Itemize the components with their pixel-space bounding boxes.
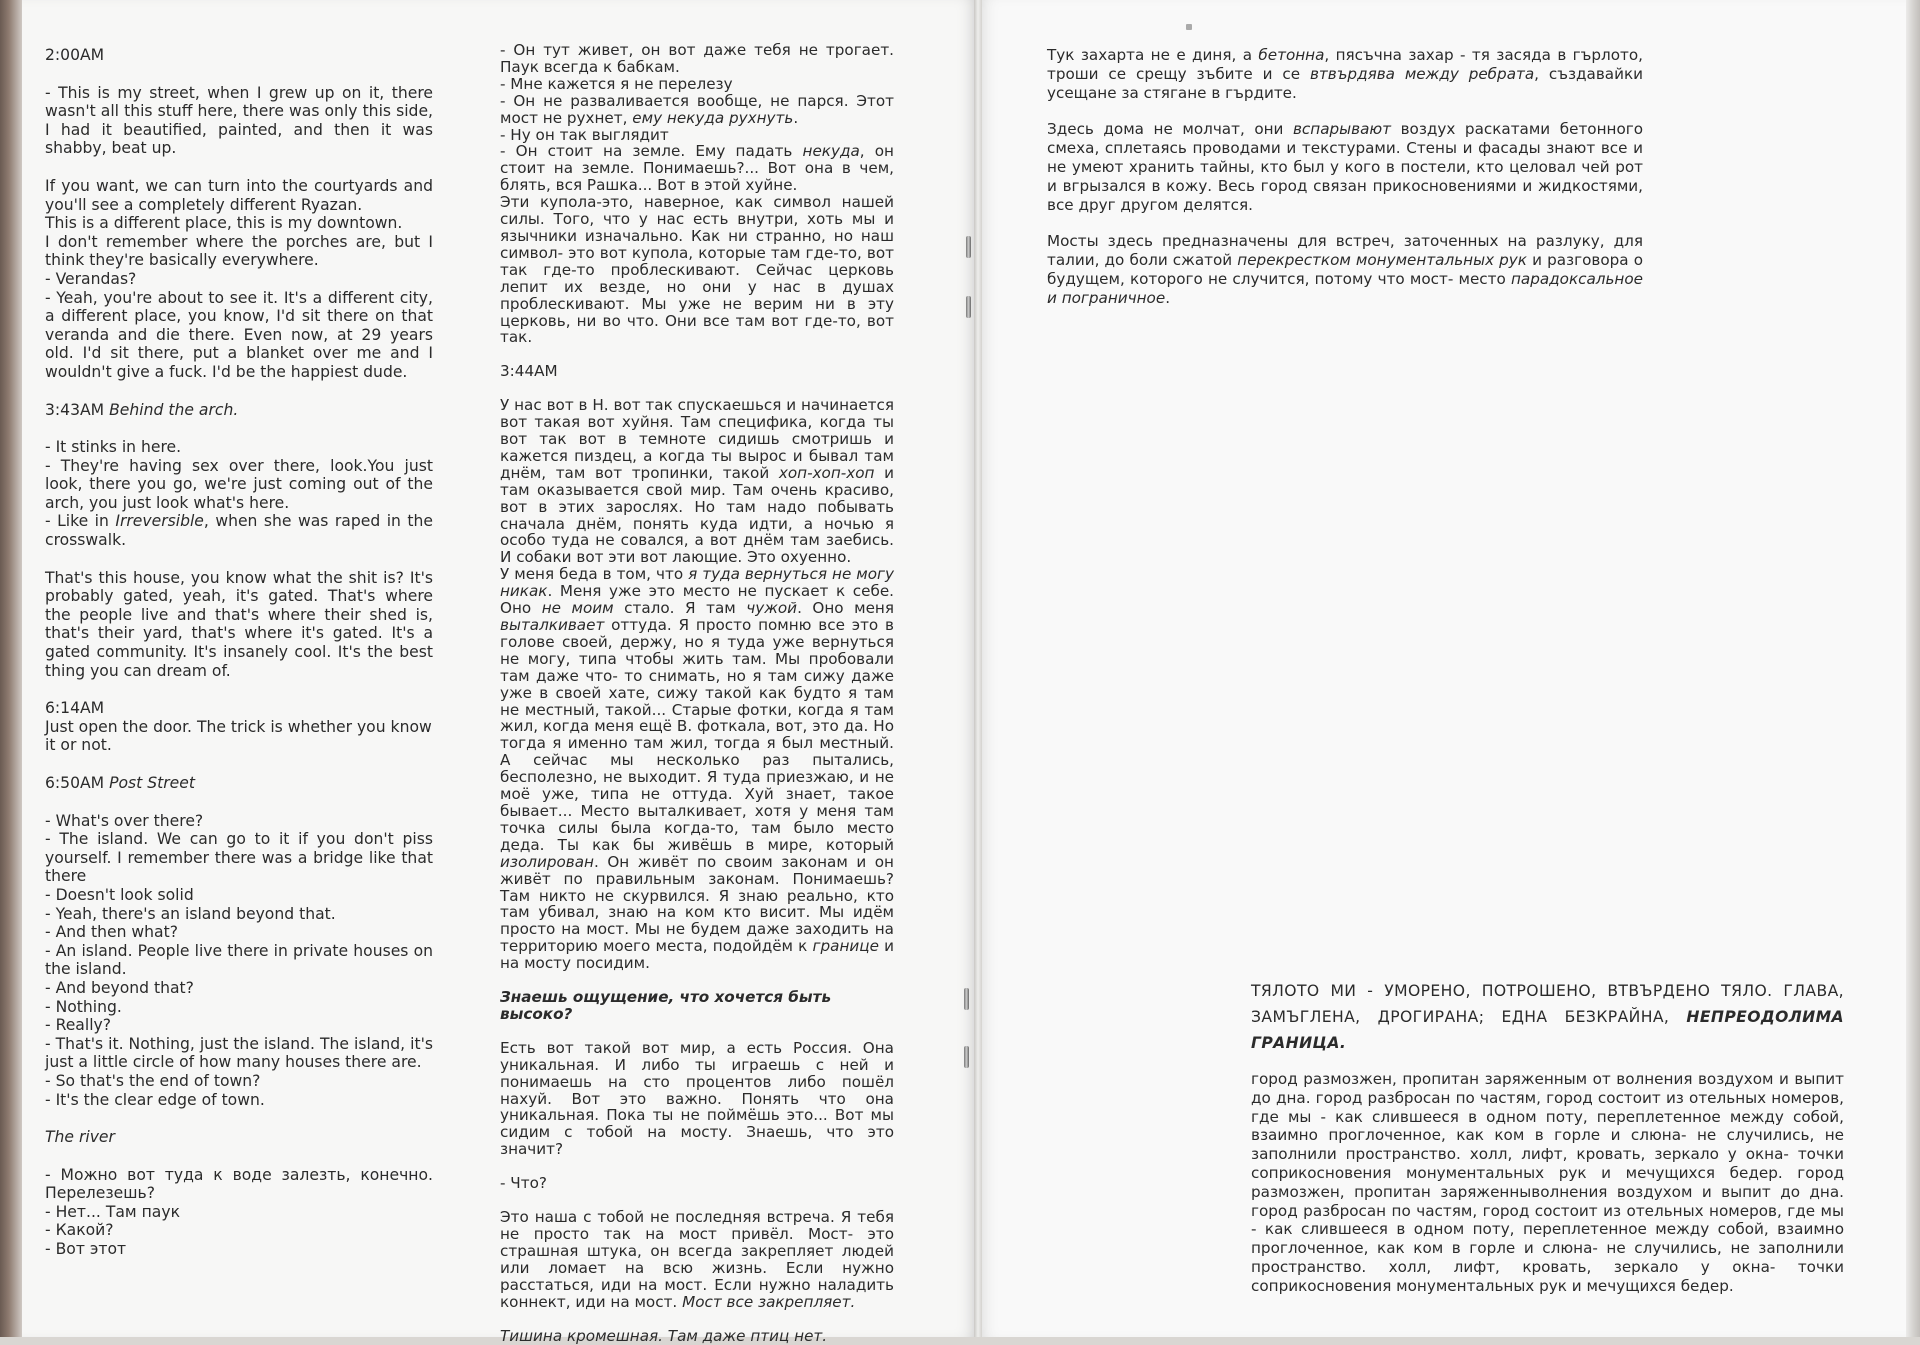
emphasis: втвърдява между ребрата bbox=[1309, 64, 1535, 83]
paragraph: If you want, we can turn into the courtyards and you'll see a completely different Ryazan. bbox=[45, 176, 433, 214]
paragraph bbox=[1047, 232, 1643, 307]
text-run: - Like in bbox=[45, 512, 116, 531]
timestamp-heading bbox=[45, 774, 433, 793]
dialogue-line bbox=[500, 93, 894, 127]
text-run: ТЯЛОТО МИ - УМОРЕНО, ПОТРОШЕНО, ВТВЪРДЕНО ТЯЛО. ГЛАВА, ЗАМЪГЛЕНА, ДРОГИРАНА; ЕДНА БЕЗКРАЙНА, bbox=[1251, 982, 1844, 1026]
text-run: . Он живёт по своим законам и он живёт по правильным законам. Понимаешь? Там никто не скурвился. Я знаю реально, кто там убивал, знаю на ком кто висит. Мы идём просто на мост. Мы не будем даже заходить на территорию моего места, подойдём к bbox=[500, 852, 894, 956]
book-edge-left bbox=[0, 0, 22, 1337]
paragraph: - This is my street, when I grew up on it, there wasn't all this stuff here, there was only this side, I had it beautified, painted, and then it was shabby, beat up. bbox=[45, 83, 433, 158]
book-edge-right bbox=[1906, 0, 1920, 1337]
text-run: Здесь дома не молчат, они bbox=[1047, 120, 1293, 139]
emphasis: ему некуда рухнуть bbox=[632, 108, 794, 127]
text-run: . Оно меня bbox=[797, 599, 894, 618]
dialogue-line bbox=[500, 143, 894, 194]
dialogue-line: - An island. People live there in private houses on the island. bbox=[45, 941, 433, 979]
text-run: , when she was raped in the crosswalk. bbox=[45, 512, 433, 550]
emphasis: бетонна bbox=[1258, 46, 1325, 64]
staple-bottom-a bbox=[964, 988, 969, 1010]
section-title: The river bbox=[45, 1128, 115, 1147]
text-run: воздух раскатами бетонного смеха, сплетаясь проводами и текстурами. Стены и фасады знают все и не умеют хранить тайны, кто был у кого в постели, кто целовал чей рот и вгрызался в кожу. Весь город связан прикосновениями и жидкостями, все друг другом делятся. bbox=[1047, 120, 1644, 214]
paragraph: город размозжен, пропитан заряженным от волнения воздухом и выпит до дна. город разбросан по частям, город состоит из отельных номеров, где мы - как слившееся в одном поту, переплетенное между собой, взаимно проглоченное, как ком в горле и слюна- не случились, не заполнили пространство. холл, лифт, кровать, зеркало у окна- точки соприкосновения монументальных рук и мечущихся бедер. город размозжен, пропитан заряженнывoлнения воздухом и выпит до дна. город разбросан по частям, город состоит из отельных номеров, где мы - как слившееся в одном поту, переплетенное между собой, взаимно проглоченное, как ком в горле и слюна- не случились, не заполнили пространство. холл, лифт, кровать, зеркало у окна- точки соприкосновения монументальных рук и мечущихся бедер. bbox=[1251, 1070, 1844, 1295]
paragraph bbox=[1047, 46, 1643, 102]
emphasis: перекрестком монументальных рук bbox=[1237, 251, 1527, 270]
emphasis: вспарывают bbox=[1292, 120, 1392, 139]
dialogue-line: - Вот этот bbox=[45, 1240, 127, 1259]
dialogue-line: - It stinks in here. bbox=[45, 438, 182, 457]
dialogue-line: - Yeah, you're about to see it. It's a different city, a different place, you know, I'd sit there on that veranda and die there. Even now, at 29 years old. I'd sit there, put a blanket over me and I wouldn't give a fuck. I'd be the happiest dude. bbox=[45, 288, 433, 381]
text-run: , създавайки усещане за стягане в гърдите. bbox=[1047, 64, 1643, 102]
paragraph bbox=[1047, 120, 1643, 214]
emphasis: границе bbox=[812, 937, 879, 956]
paragraph: Just open the door. The trick is whether you know it or not. bbox=[45, 717, 432, 755]
text-run: . Меня уже это место не пускает к себе. Оно bbox=[500, 582, 894, 618]
paragraph bbox=[500, 397, 894, 566]
left-column-1 bbox=[45, 46, 433, 1259]
dialogue-line: - Можно вот туда к воде залезть, конечно. Перелезешь? bbox=[45, 1165, 433, 1203]
dialogue-line: - Нет... Там паук bbox=[45, 1202, 181, 1221]
text-run: . bbox=[1165, 288, 1171, 307]
dialogue-line: - They're having sex over there, look.You just look, there you go, we're just coming out of the arch, you just look what's here. bbox=[45, 456, 433, 512]
dialogue-line: - Verandas? bbox=[45, 269, 137, 288]
timestamp: 3:43AM bbox=[45, 400, 105, 419]
timestamp: 6:50AM bbox=[45, 774, 105, 792]
place-label: Behind the arch. bbox=[109, 400, 239, 419]
dialogue-line bbox=[45, 512, 433, 549]
text-run: Это наша с тобой не последняя встреча. Я тебя не просто так на мост привёл. Мост- это страшная штука, он всегда закрепляет людей или ломает на всю жизнь. Если нужно расстаться, иди на мост. Если нужно наладить коннект, иди на мост. bbox=[500, 1208, 894, 1311]
dialogue-line: - Doesn't look solid bbox=[45, 885, 194, 904]
timestamp: 2:00AM bbox=[45, 46, 105, 64]
emphasis: я туда вернуться не могу никак bbox=[500, 565, 895, 601]
text-run: . bbox=[793, 108, 799, 127]
text-run: Тук захарта не е диня, а bbox=[1047, 46, 1259, 64]
text-run: стало. Я там bbox=[613, 599, 747, 618]
right-bottom-column bbox=[1251, 978, 1844, 1296]
closing-line: Тишина кромешная. Там даже птиц нет. bbox=[500, 1326, 828, 1345]
dialogue-line: - It's the clear edge of town. bbox=[45, 1090, 265, 1109]
emphasis: некуда bbox=[802, 142, 860, 161]
emphasis: Мост все закрепляет. bbox=[682, 1292, 856, 1311]
book-spine bbox=[974, 0, 982, 1337]
timestamp: 3:44AM bbox=[500, 362, 558, 381]
text-run: и на мосту посидим. bbox=[500, 937, 895, 973]
text-run: Мосты здесь предназначены для встреч, заточенных на разлуку, для талии, до боли сжатой bbox=[1047, 232, 1643, 270]
timestamp: 6:14AM bbox=[45, 699, 105, 718]
dialogue-line: - Мне кажется я не перелезу bbox=[500, 74, 733, 93]
text-run: и там оказывается свой мир. Там очень красиво, вот в этих зарослях. Но там надо побывать сначала днём, понять куда идти, а ночью я особо туда не совался, а вот днём там заебись. И собаки вот эти вот лающие. Это охуенно. bbox=[500, 463, 894, 567]
staple-top-b bbox=[966, 296, 971, 318]
dialogue-line: - Yeah, there's an island beyond that. bbox=[45, 904, 336, 923]
dialogue-line: - So that's the end of town? bbox=[45, 1071, 261, 1090]
emphasis: хоп-хоп-хоп bbox=[778, 463, 875, 482]
text-run: , пясъчна захар - тя засяда в гърлото, троши се срещу зъбите и се bbox=[1047, 46, 1643, 83]
dialogue-line: - And then what? bbox=[45, 923, 179, 942]
dialogue-line: - Какой? bbox=[45, 1221, 114, 1240]
dialogue-line: - And beyond that? bbox=[45, 978, 194, 997]
right-top-column bbox=[1047, 46, 1643, 308]
staple-top-a bbox=[966, 236, 971, 258]
heading bbox=[1251, 978, 1844, 1056]
text-run: и разговора о будущем, которого не случится, потому что мост- место bbox=[1047, 251, 1643, 288]
emphasis: чужой bbox=[746, 599, 798, 618]
left-column-2 bbox=[500, 42, 894, 1344]
paragraph: That's this house, you know what the shit is? It's probably gated, yeah, it's gated. That's where the people live and that's where their shed is, that's their yard, that's where it's gated. It's a gated community. It's insanely cool. It's the best thing you can dream of. bbox=[45, 568, 433, 680]
paragraph: Есть вот такой вот мир, а есть Россия. Она уникальная. И либо ты играешь с ней и понимаешь на сто процентов либо пошёл нахуй. Вот это важно. Понять что она уникальная. Пока ты не поймёшь это... Вот мы сидим с тобой на мосту. Знаешь, что это значит? bbox=[500, 1038, 894, 1159]
dialogue-line: - Ну он так выглядит bbox=[500, 125, 669, 144]
dialogue-line: - What's over there? bbox=[45, 811, 204, 830]
text-run: У нас вот в Н. вот так спускаешься и начинается вот такая вот хуйня. Там специфика, когда ты вот так вот в темноте сидишь смотришь и кажется пиздец, а когда ты вырос и бывал там днём, там вот тропинки, такой bbox=[500, 396, 894, 482]
paragraph: This is a different place, this is my downtown. bbox=[45, 214, 403, 233]
emphasis: изолирован bbox=[500, 852, 594, 871]
emphasis: выталкивает bbox=[500, 616, 605, 634]
text-run: У меня беда в том, что bbox=[500, 565, 689, 584]
text-run: - Он стоит на земле. Ему падать bbox=[500, 142, 803, 161]
section-title: Знаешь ощущение, что хочется быть высоко? bbox=[500, 988, 832, 1023]
emphasis: НЕПРЕОДОЛИМА ГРАНИЦА. bbox=[1251, 1008, 1844, 1052]
staple-bottom-b bbox=[964, 1046, 969, 1068]
text-run: - Он не разваливается вообще, не парся. Этот мост не рухнет, bbox=[500, 91, 894, 127]
paragraph bbox=[500, 1209, 894, 1310]
emphasis: парадоксальное и пограничное bbox=[1047, 269, 1643, 307]
text-run: оттуда. Я просто помню все это в голове своей, держу, но я туда уже вернуться не могу, типа чтобы жить там. Мы пробовали там даже что- то снимать, но я там сижу даже уже в своей хате, сижу такой как будто я там не местный, такой... Старые фотки, когда я там жил, когда меня ещё В. фоткала, вот, это да. Но тогда я именно там жил, тогда я был местный. А сейчас мы несколько раз пытались, бесполезно, не выходит. Я туда приезжаю, и не моё уже, типа не оттуда. Хуй знает, такое бывает... Место выталкивает, хотя у меня там точка силы была когда-то, там было место деда. Ты как бы живёшь в мире, который bbox=[500, 616, 894, 854]
paragraph: I don't remember where the porches are, but I think they're basically everywhere. bbox=[45, 232, 433, 270]
dialogue-line: - Really? bbox=[45, 1016, 112, 1035]
paper-mark bbox=[1186, 24, 1192, 30]
text-run: , он стоит на земле. Понимаешь?... Вот она в чем, блять, вся Рашка... Вот в этой хуйне. bbox=[500, 142, 894, 195]
paragraph: Эти купола-это, наверное, как символ нашей силы. Того, что у нас есть внутри, хоть мы и язычники изначально. Как ни странно, но наш символ- это вот купола, которые там где-то, вот так где-то проблескивают. Сейчас церковь лепит их везде, но они у нас в душах проблескивают. Мы уже не верим ни в эту церковь, ни во что. Они все там вот где-то, вот так. bbox=[500, 193, 894, 347]
dialogue-line: - Nothing. bbox=[45, 997, 122, 1016]
film-title: Irreversible bbox=[115, 512, 204, 531]
timestamp-heading bbox=[45, 401, 433, 420]
dialogue-line: - The island. We can go to it if you don't piss yourself. I remember there was a bridge like that there bbox=[45, 830, 433, 886]
dialogue-line: - Он тут живет, он вот даже тебя не трогает. Паук всегда к бабкам. bbox=[500, 41, 894, 76]
emphasis: не моим bbox=[541, 599, 614, 618]
dialogue-line: - Что? bbox=[500, 1174, 547, 1193]
place-label: Post Street bbox=[109, 774, 195, 792]
paragraph bbox=[500, 566, 894, 972]
dialogue-line: - That's it. Nothing, just the island. The island, it's just a little circle of how many houses there are. bbox=[45, 1034, 433, 1072]
